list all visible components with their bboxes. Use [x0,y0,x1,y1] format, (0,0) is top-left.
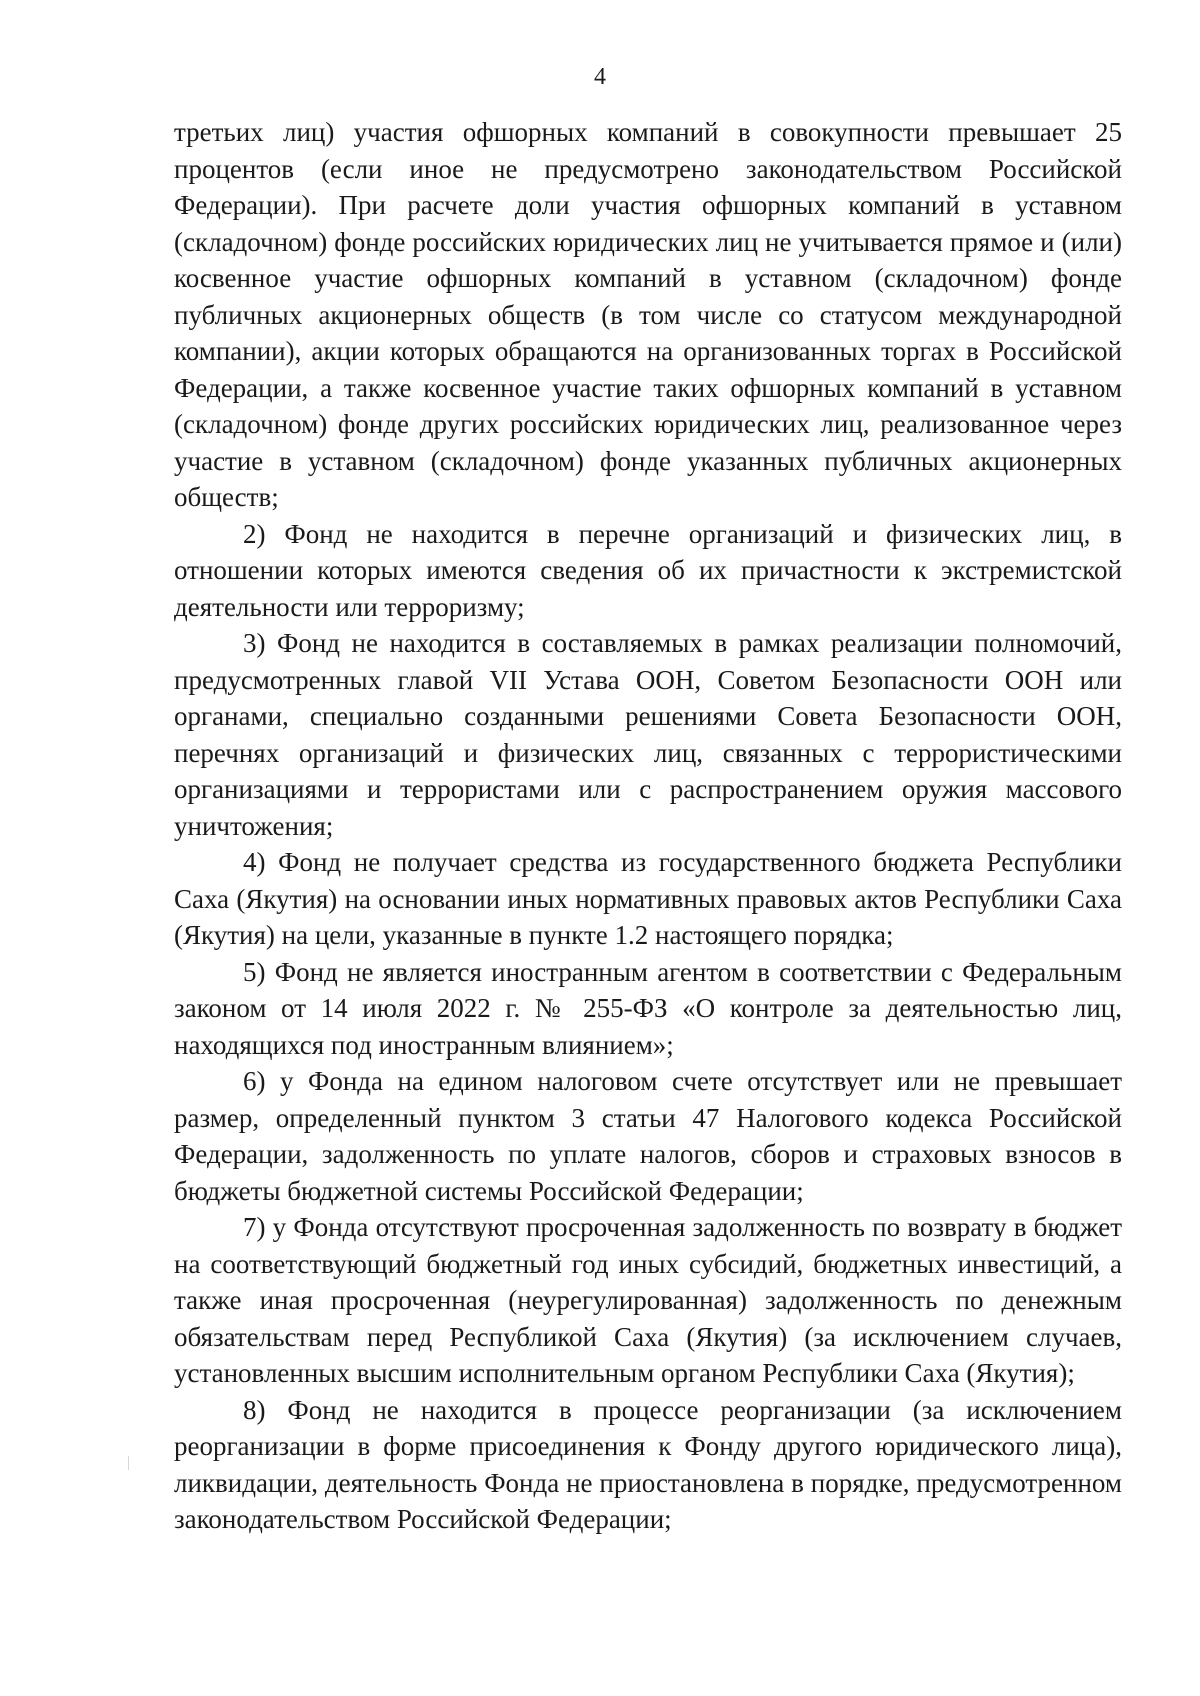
scan-margin-mark [128,1456,129,1470]
paragraph-item-8: 8) Фонд не находится в процессе реорганизации (за исключением реорганизации в форме присоединения к Фонду другого юридического лица), ликвидации, деятельность Фонда не приостановлена в порядке, предусмотренном законодательством Российской Федерации; [174,1394,1122,1534]
paragraph-item-5: 5) Фонд не является иностранным агентом в соответствии с Федеральным законом от 14 июля 2022 г. № 255-ФЗ «О контроле за деятельностью лиц, находящихся под иностранным влиянием»; [174,956,1122,1060]
paragraph-item-4: 4) Фонд не получает средства из государственного бюджета Республики Саха (Якутия) на основании иных нормативных правовых актов Республики Саха (Якутия) на цели, указанные в пункте 1.2 настоящего порядка; [174,847,1122,950]
paragraph-item-3: 3) Фонд не находится в составляемых в рамках реализации полномочий, предусмотренных главой VII Устава ООН, Советом Безопасности ООН или органами, специально созданными решениями Совета Безопасности ООН, перечнях организаций и физических лиц, связанных с террористическими организациями и террористами или с распространением оружия массового уничтожения; [174,628,1122,841]
document-body [174,114,1122,1538]
paragraph-item-7: 7) у Фонда отсутствуют просроченная задолженность по возврату в бюджет на соответствующий бюджетный год иных субсидий, бюджетных инвестиций, а также иная просроченная (неурегулированная) задолженность по денежным обязательствам перед Республикой Саха (Якутия) (за исключением случаев, установленных высшим исполнительным органом Республики Саха (Якутия); [174,1212,1122,1388]
paragraph-item-6: 6) у Фонда на едином налоговом счете отсутствует или не превышает размер, определенный пунктом 3 статьи 47 Налогового кодекса Российской Федерации, задолженность по уплате налогов, сборов и страховых взносов в бюджеты бюджетной системы Российской Федерации; [174,1066,1122,1206]
paragraph-continuation: третьих лиц) участия офшорных компаний в совокупности превышает 25 процентов (если иное не предусмотрено законодательством Российской Федерации). При расчете доли участия офшорных компаний в уставном (складочном) фонде российских юридических лиц не учитывается прямое и (или) косвенное участие офшорных компаний в уставном (складочном) фонде публичных акционерных обществ (в том числе со статусом международной компании), акции которых обращаются на организованных торгах в Российской Федерации, а также косвенное участие таких офшорных компаний в уставном (складочном) фонде других российских юридических лиц, реализованное через участие в уставном (складочном) фонде указанных публичных акционерных обществ; [174,117,1122,512]
paragraph-item-2: 2) Фонд не находится в перечне организаций и физических лиц, в отношении которых имеются сведения об их причастности к экстремистской деятельности или терроризму; [174,518,1122,622]
page-number: 4 [594,64,606,90]
